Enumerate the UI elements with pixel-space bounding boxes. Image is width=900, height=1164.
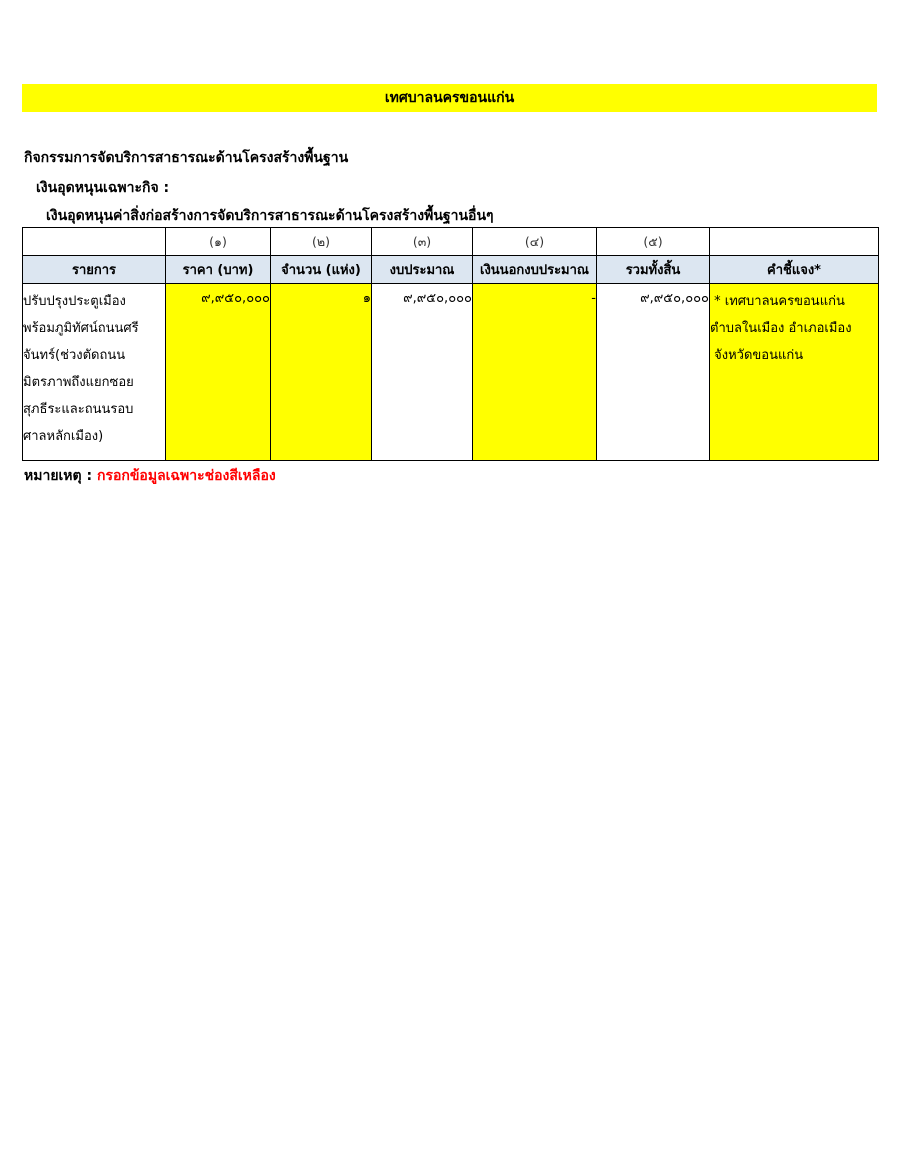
column-number: (๓) (372, 228, 473, 256)
note-line: จังหวัดขอนแก่น (710, 348, 804, 363)
column-number (23, 228, 166, 256)
price-cell[interactable]: ๙,๙๕๐,๐๐๐ (166, 284, 271, 461)
header-note: คำชี้แจง* (710, 256, 879, 284)
item-line: ปรับปรุงประตูเมือง (23, 294, 126, 309)
column-number: (๒) (271, 228, 372, 256)
column-number (710, 228, 879, 256)
header-row (23, 256, 879, 284)
header-item: รายการ (23, 256, 166, 284)
item-line: ศาลหลักเมือง) (23, 429, 104, 444)
header-total: รวมทั้งสิ้น (597, 256, 710, 284)
banner-title: เทศบาลนครขอนแก่น (384, 90, 515, 106)
note-line: * เทศบาลนครขอนแก่น (710, 294, 845, 309)
header-quantity: จำนวน (แห่ง) (271, 256, 372, 284)
column-number: (๑) (166, 228, 271, 256)
remark-text: กรอกข้อมูลเฉพาะช่องสีเหลือง (96, 468, 276, 484)
off-budget-cell[interactable]: - (473, 284, 597, 461)
item-line: พร้อมภูมิทัศน์ถนนศรี (23, 321, 139, 336)
total-cell: ๙,๙๕๐,๐๐๐ (597, 284, 710, 461)
subsidy-detail-heading: เงินอุดหนุนค่าสิ่งก่อสร้างการจัดบริการสาธารณะด้านโครงสร้างพื้นฐานอื่นๆ (46, 208, 494, 224)
remark-label: หมายเหตุ : (24, 468, 97, 484)
subsidy-type-heading: เงินอุดหนุนเฉพาะกิจ : (36, 180, 170, 196)
column-number: (๕) (597, 228, 710, 256)
item-cell (23, 284, 166, 461)
note-cell[interactable] (710, 284, 879, 461)
header-price: ราคา (บาท) (166, 256, 271, 284)
column-number-row (23, 228, 879, 256)
item-line: จันทร์(ช่วงตัดถนน (23, 348, 126, 363)
header-budget: งบประมาณ (372, 256, 473, 284)
table-row (23, 284, 879, 461)
page-banner (22, 84, 877, 112)
column-number: (๔) (473, 228, 597, 256)
header-off-budget: เงินนอกงบประมาณ (473, 256, 597, 284)
remark (24, 465, 276, 487)
activity-heading: กิจกรรมการจัดบริการสาธารณะด้านโครงสร้างพื้นฐาน (24, 150, 349, 166)
item-line: สุภธีระและถนนรอบ (23, 402, 134, 417)
quantity-cell[interactable]: ๑ (271, 284, 372, 461)
note-line: ตำบลในเมือง อำเภอเมือง (710, 321, 852, 336)
budget-table (22, 227, 879, 461)
item-line: มิตรภาพถึงแยกซอย (23, 375, 134, 390)
budget-cell: ๙,๙๕๐,๐๐๐ (372, 284, 473, 461)
